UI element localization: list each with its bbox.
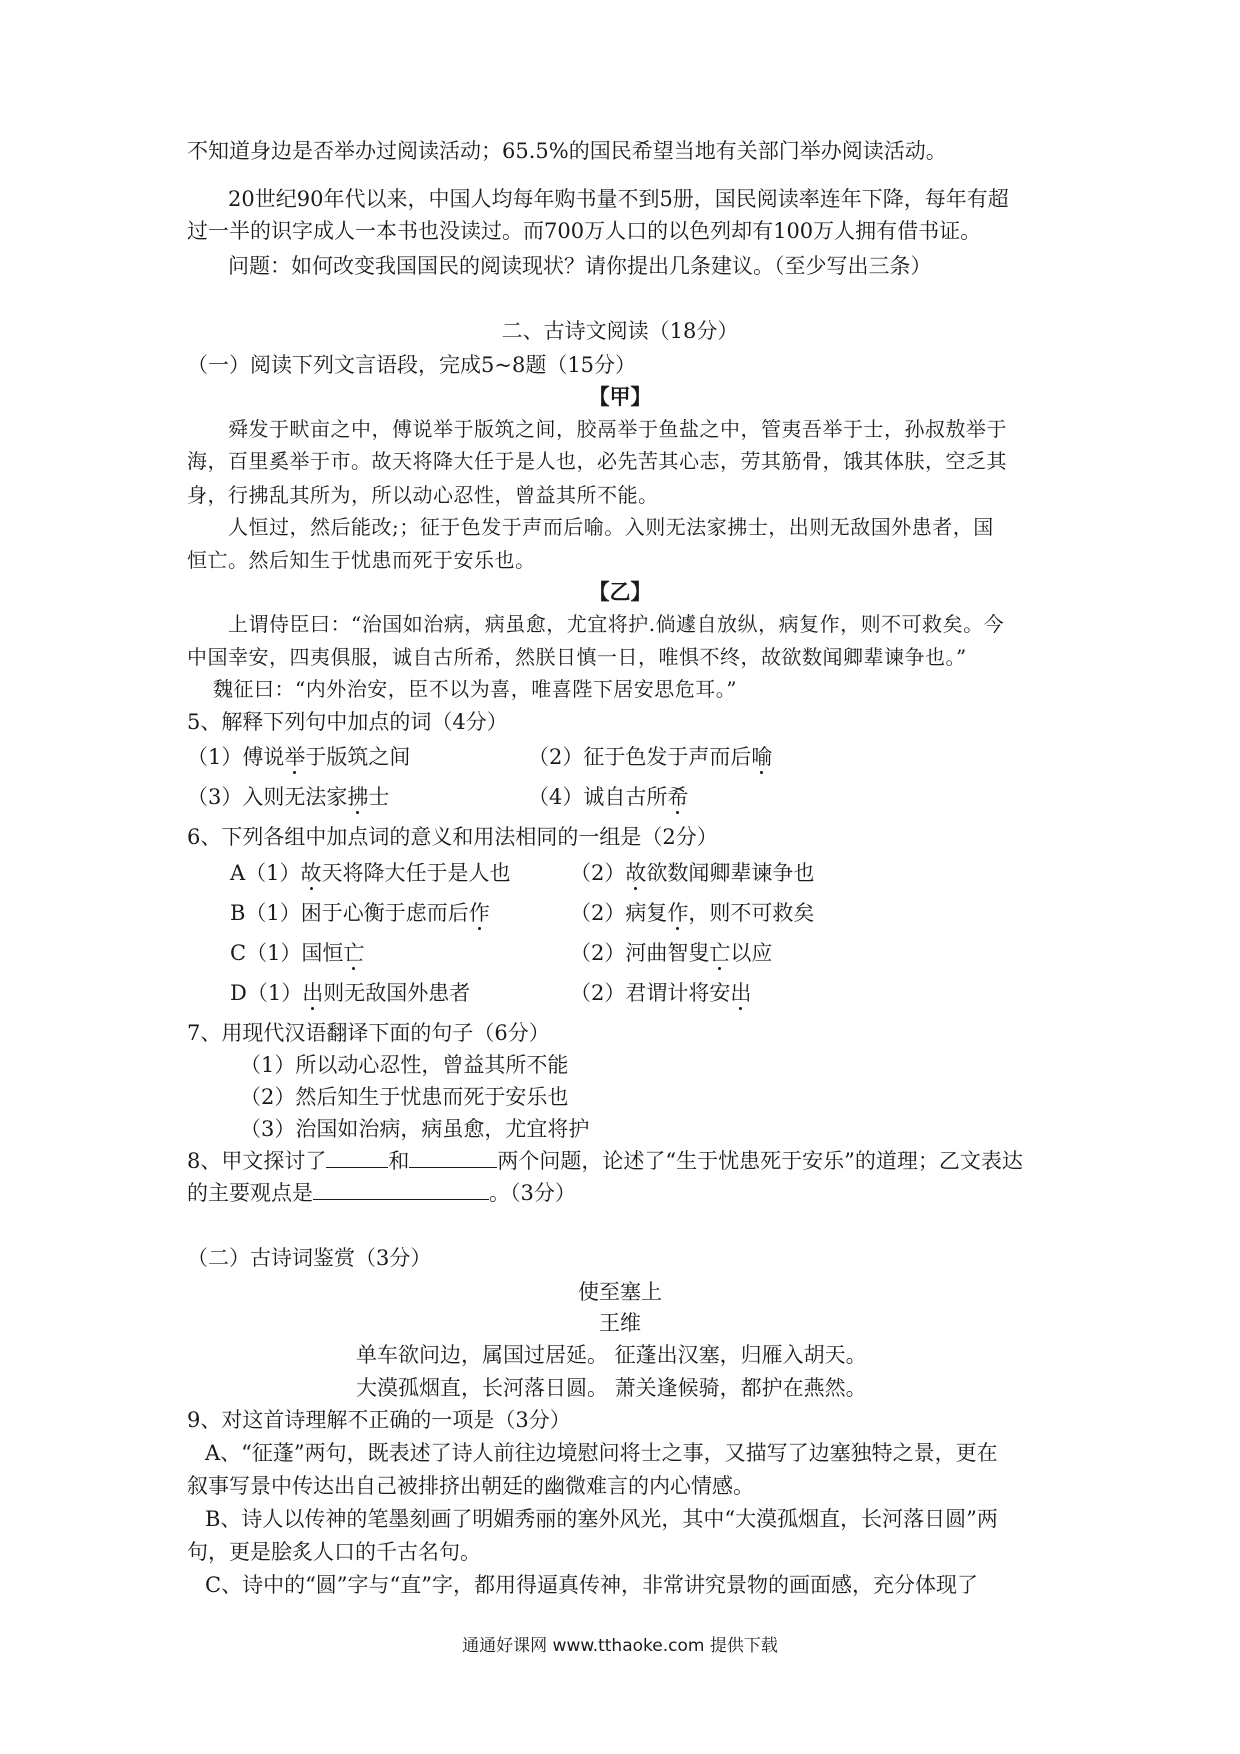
q7-sentence-1: （1）所以动心忍性，曾益其所不能 xyxy=(240,1053,569,1077)
question-8-line1: 8、甲文探讨了 和 两个问题，论述了“生于忧患死于安乐”的道理；乙文表达 xyxy=(187,1149,1023,1173)
poem-author: 王维 xyxy=(599,1311,641,1335)
para-line: 不知道身边是否举办过阅读活动；65.5%的国民希望当地有关部门举办阅读活动。 xyxy=(187,139,947,163)
passage-header-jia: 【甲】 xyxy=(588,384,652,409)
question-9-title: 9、对这首诗理解不正确的一项是（3分） xyxy=(187,1408,571,1432)
q7-sentence-2: （2）然后知生于忧患而死于安乐也 xyxy=(240,1085,569,1109)
question-5-title: 5、解释下列句中加点的词（4分） xyxy=(187,710,508,734)
q6-option-c-right: （2）河曲智叟亡以应 xyxy=(570,941,773,965)
q6-option-b-right: （2）病复作，则不可救矣 xyxy=(570,901,815,925)
passage-line: 身，行拂乱其所为，所以动心忍性，曾益其所不能。 xyxy=(187,483,659,507)
question-6-title: 6、下列各组中加点词的意义和用法相同的一组是（2分） xyxy=(187,825,718,849)
dotted-char: 出 xyxy=(730,981,752,1005)
q6-option-c-left: C（1）国恒亡 xyxy=(230,941,365,965)
passage-line: 恒亡。然后知生于忧患而死于安乐也。 xyxy=(187,548,536,572)
page-footer: 通通好课网 www.tthaoke.com 提供下载 xyxy=(462,1636,778,1656)
dotted-char: 故 xyxy=(625,861,647,885)
q6-option-b-left: B（1）困于心衡于虑而后作 xyxy=(230,901,490,925)
q5-item-4: （4）诚自古所希 xyxy=(528,785,689,809)
passage-line: 人恒过，然后能改;；征于色发于声而后喻。入则无法家拂士，出则无敌国外患者，国 xyxy=(228,515,994,539)
subsection-title: （一）阅读下列文言语段，完成5~8题（15分） xyxy=(187,353,637,377)
question-prompt: 问题：如何改变我国国民的阅读现状？请你提出几条建议。（至少写出三条） xyxy=(228,254,932,278)
answer-blank[interactable] xyxy=(313,1179,489,1200)
q7-sentence-3: （3）治国如治病，病虽愈，尤宜将护 xyxy=(240,1117,590,1141)
passage-line: 上谓侍臣曰：“治国如治病，病虽愈，尤宜将护.倘遽自放纵，病复作，则不可救矣。今 xyxy=(228,612,1005,636)
dotted-char: 出 xyxy=(302,981,324,1005)
answer-blank[interactable] xyxy=(409,1147,497,1168)
para-line: 过一半的识字成人一本书也没读过。而700万人口的以色列却有100万人拥有借书证。 xyxy=(187,219,982,243)
poem-line: 大漠孤烟直，长河落日圆。 萧关逢候骑，都护在燕然。 xyxy=(356,1376,867,1400)
q9-option-b-cont: 句，更是脍炙人口的千古名句。 xyxy=(187,1540,481,1564)
dotted-char: 作 xyxy=(667,901,689,925)
q6-option-a-right: （2）故欲数闻卿辈谏争也 xyxy=(570,861,815,885)
q5-item-2: （2）征于色发于声而后喻 xyxy=(528,745,773,769)
answer-blank[interactable] xyxy=(326,1147,388,1168)
passage-line: 海，百里奚举于市。故天将降大任于是人也，必先苦其心志，劳其筋骨，饿其体肤，空乏其 xyxy=(187,449,1007,473)
section-title: 二、古诗文阅读（18分） xyxy=(501,319,739,343)
q6-option-a-left: A（1）故天将降大任于是人也 xyxy=(230,861,511,885)
dotted-char: 拂 xyxy=(347,785,369,809)
q9-option-c: C、诗中的“圆”字与“直”字，都用得逼真传神，非常讲究景物的画面感，充分体现了 xyxy=(205,1573,979,1597)
para-line: 20世纪90年代以来，中国人均每年购书量不到5册，国民阅读率连年下降，每年有超 xyxy=(228,187,1009,211)
dotted-char: 希 xyxy=(667,785,689,809)
passage-line: 中国幸安，四夷俱服，诚自古所希，然朕日慎一日，唯惧不终，故欲数闻卿辈谏争也。” xyxy=(187,645,967,669)
q6-option-d-left: D（1）出则无敌国外患者 xyxy=(230,981,471,1005)
dotted-char: 举 xyxy=(284,745,306,769)
q5-item-1: （1）傅说举于版筑之间 xyxy=(187,745,411,769)
passage-line: 舜发于畎亩之中，傅说举于版筑之间，胶鬲举于鱼盐之中，管夷吾举于士，孙叔敖举于 xyxy=(228,417,1007,441)
q6-option-d-right: （2）君谓计将安出 xyxy=(570,981,752,1005)
dotted-char: 亡 xyxy=(343,941,365,965)
poem-line: 单车欲问边，属国过居延。 征蓬出汉塞，归雁入胡天。 xyxy=(356,1343,867,1367)
dotted-char: 喻 xyxy=(751,745,773,769)
question-7-title: 7、用现代汉语翻译下面的句子（6分） xyxy=(187,1021,550,1045)
dotted-char: 故 xyxy=(300,861,322,885)
poem-title: 使至塞上 xyxy=(578,1280,662,1304)
q9-option-b: B、诗人以传神的笔墨刻画了明媚秀丽的塞外风光，其中“大漠孤烟直，长河落日圆”两 xyxy=(205,1507,998,1531)
passage-header-yi: 【乙】 xyxy=(588,579,652,604)
q9-option-a-cont: 叙事写景中传达出自己被排挤出朝廷的幽微难言的内心情感。 xyxy=(187,1474,754,1498)
dotted-char: 作 xyxy=(468,901,490,925)
q5-item-3: （3）入则无法家拂士 xyxy=(187,785,390,809)
subsection-title: （二）古诗词鉴赏（3分） xyxy=(187,1246,432,1270)
q9-option-a: A、“征蓬”两句，既表述了诗人前往边境慰问将士之事，又描写了边塞独特之景，更在 xyxy=(205,1441,998,1465)
passage-line: 魏征曰：“内外治安，臣不以为喜，唯喜陛下居安思危耳。” xyxy=(213,677,737,701)
question-8-line2: 的主要观点是 。（3分） xyxy=(187,1181,576,1205)
dotted-char: 亡 xyxy=(709,941,731,965)
